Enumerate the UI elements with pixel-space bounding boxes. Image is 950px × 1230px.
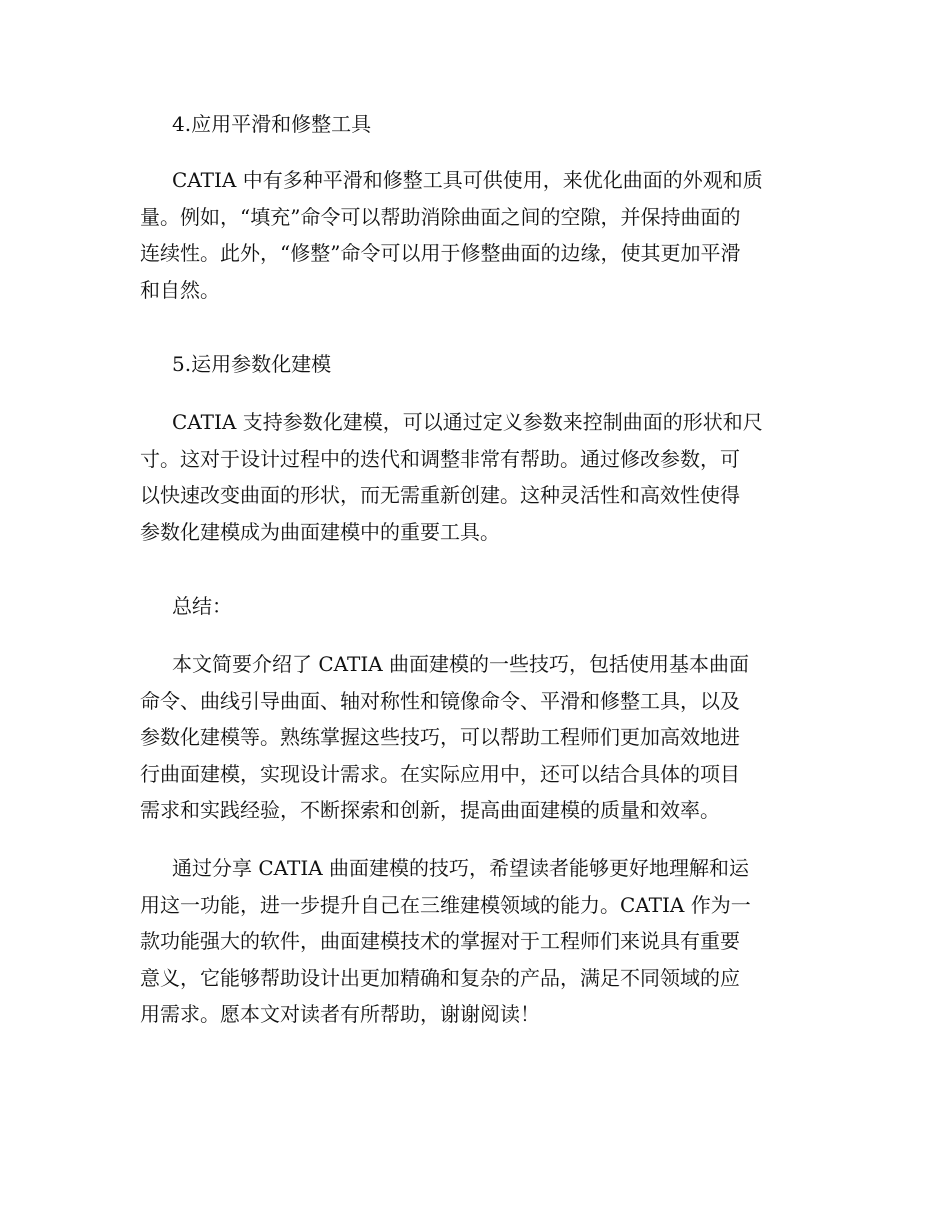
section-5-heading: [140, 346, 810, 383]
paragraph-line: 通过分享 CATIA 曲面建模的技巧，希望读者能够更好地理解和运: [172, 856, 750, 880]
summary-heading: [140, 588, 810, 625]
section-4-heading: [140, 106, 810, 143]
paragraph-line: 用这一功能，进一步提升自己在三维建模领域的能力。CATIA 作为一: [140, 892, 751, 917]
paragraph-line: 命令、曲线引导曲面、轴对称性和镜像命令、平滑和修整工具，以及: [140, 688, 740, 713]
paragraph-line: 意义，它能够帮助设计出更加精确和复杂的产品，满足不同领域的应: [140, 965, 740, 990]
summary-paragraph-1: [140, 646, 810, 829]
paragraph-line: 款功能强大的软件，曲面建模技术的掌握对于工程师们来说具有重要: [140, 929, 740, 953]
paragraph-line: 参数化建模成为曲面建模中的重要工具。: [140, 519, 500, 544]
heading-text: 5.运用参数化建模: [172, 352, 332, 376]
paragraph-line: 参数化建模等。熟练掌握这些技巧，可以帮助工程师们更加高效地进: [140, 725, 740, 749]
heading-text: 总结：: [172, 594, 232, 618]
summary-paragraph-2: [140, 850, 810, 1033]
paragraph-line: 行曲面建模，实现设计需求。在实际应用中，还可以结合具体的项目: [140, 761, 740, 786]
section-4-paragraph: [140, 162, 810, 308]
paragraph-line: CATIA 支持参数化建模，可以通过定义参数来控制曲面的形状和尺: [172, 410, 763, 434]
section-5-paragraph: [140, 404, 810, 550]
paragraph-line: 本文简要介绍了 CATIA 曲面建模的一些技巧，包括使用基本曲面: [172, 652, 750, 676]
heading-text: 4.应用平滑和修整工具: [172, 112, 372, 136]
paragraph-line: 和自然。: [140, 277, 220, 302]
paragraph-line: CATIA 中有多种平滑和修整工具可供使用，来优化曲面的外观和质: [172, 168, 763, 192]
paragraph-line: 需求和实践经验，不断探索和创新，提高曲面建模的质量和效率。: [140, 798, 720, 822]
paragraph-line: 以快速改变曲面的形状，而无需重新创建。这种灵活性和高效性使得: [140, 483, 740, 507]
paragraph-line: 寸。这对于设计过程中的迭代和调整非常有帮助。通过修改参数，可: [140, 446, 740, 471]
paragraph-line: 量。例如，“填充”命令可以帮助消除曲面之间的空隙，并保持曲面的: [140, 204, 741, 229]
paragraph-line: 连续性。此外，“修整”命令可以用于修整曲面的边缘，使其更加平滑: [140, 241, 741, 265]
paragraph-line: 用需求。愿本文对读者有所帮助，谢谢阅读！: [140, 1002, 540, 1026]
